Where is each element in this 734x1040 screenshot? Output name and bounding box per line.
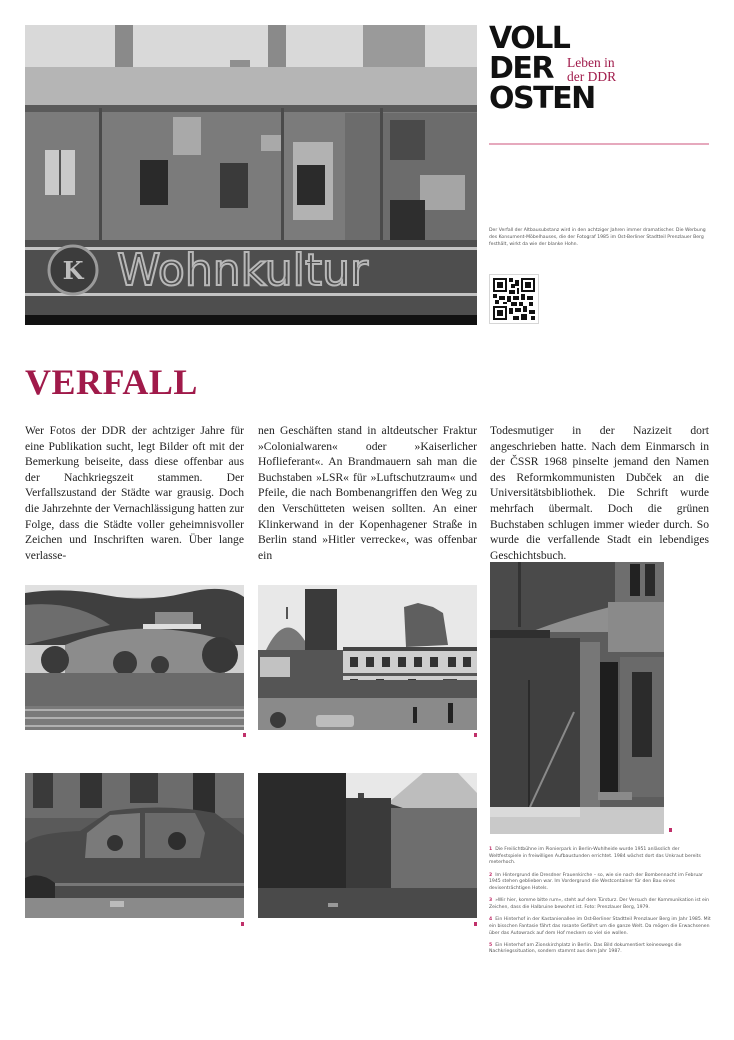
photo-4-autowrack (25, 773, 244, 918)
brand-subtitle-line-2: der DDR (567, 69, 617, 84)
brand-title-line-1: VOLL (489, 21, 570, 56)
photo-2-number-marker (474, 733, 477, 737)
photo-1-freilichtbuehne (25, 585, 244, 730)
sign-logo: K (62, 256, 84, 285)
caption-number: 2 (489, 872, 493, 878)
brand-subtitle-line-1: Leben in (567, 55, 615, 70)
hero-photo-wohnkultur-facade (25, 25, 477, 325)
caption-3 (489, 898, 711, 911)
brand-block (489, 21, 714, 116)
article-column-2: nen Geschäften stand in altdeutscher Fraktur »Colonialwaren« oder »Kaiserlicher Hoflieferant«. An Brandmauern sah man die Buchstaben »LSR« für »Luftschutzraum« und Pfeile, die nach Bombenangriffen den Weg zu den Verschütteten weisen sollten. An einer Klinkerwand in der Kopenhagener Straße in Berlin stand »Hitler verrecke«, was offenbar ein (258, 424, 477, 562)
caption-text: Ein Hinterhof in der Kastanienallee im Ost-Berliner Stadtteil Prenzlauer Berg im Jahr 1985. Mit ein bisschen Fantasie fährt das rosante Gefährt um die ganze Welt. Da mögen die Erwachsenen über das Autowrack auf dem Hof meckern so viel sie wollen. (489, 917, 711, 936)
article-column-3: Todesmutiger in der Nazizeit dort angeschrieben hatte. Nach dem Einmarsch in der ČSSR 1968 pinselte jemand den Namen des Reformkommunisten Dubček an die Universitätsbibliothek. Die Schrift wurde mehrfach übermalt. Doch die grünen Buchstaben schlugen immer wieder durch. So wurde die verfallende Stadt ein lebendiges Geschichtsbuch. (490, 424, 709, 562)
caption-text: »Wir hier, komme bitte rum«, steht auf dem Türsturz. Der Versuch der Kommunikation ist ein Zeichen, dass die Halbruine bewohnt ist. Foto: Prenzlauer Berg, 1979. (489, 898, 710, 910)
caption-number: 3 (489, 898, 493, 904)
caption-1 (489, 847, 711, 867)
caption-text: Die Freilichtbühne im Pionierpark in Berlin-Wuhlheide wurde 1951 anlässlich der Weltfestspiele in freiwilligen Aufbaustunden errichtet. 1984 wächst dort das Unkraut bereits meterhoch. (489, 847, 701, 866)
article-column-1: Wer Fotos der DDR der achtziger Jahre für eine Publikation sucht, legt Bilder oft mit der Bemerkung beiseite, dass diese offenbar aus der Nachkriegszeit stammen. Der Verfallszustand der Städte war grausig. Doch die Jahrzehnte der Vernachlässigung hatten zur Folge, dass die Städte voller geheimnisvoller Zeichen und Inschriften waren. Über lange verlasse- (25, 424, 244, 562)
photo-2-dresden-frauenkirche (258, 585, 477, 730)
photo-3-hauseingang (490, 562, 664, 834)
caption-5 (489, 943, 711, 956)
caption-4 (489, 917, 711, 937)
caption-2 (489, 873, 711, 893)
section-title: VERFALL (25, 362, 198, 402)
brand-title-line-2: DER (489, 51, 553, 86)
sign-text-wohnkultur: Wohnkultur (117, 245, 369, 296)
hero-caption: Der Verfall der Altbausubstanz wird in den achtziger Jahren immer dramatischer. Die Werbung des Konsument-Möbelhauses, die der Fotograf 1985 im Ost-Berliner Stadtteil Prenzlauer Berg festhält, wirkt da wie der blanke Hohn. (489, 228, 706, 247)
caption-number: 5 (489, 942, 493, 948)
photo-5-hinterhof (258, 773, 477, 918)
photo-3-number-marker (669, 828, 672, 832)
photo-captions (489, 847, 711, 962)
brand-subtitle (567, 56, 616, 84)
photo-1-number-marker (243, 733, 246, 737)
caption-number: 1 (489, 847, 493, 852)
photo-5-number-marker (474, 922, 477, 926)
caption-text: Im Hintergrund die Dresdner Frauenkirche – so, wie sie nach der Bombennacht im Februar 1945 stehen geblieben war. Im Vordergrund die Westcontainer für den Bau eines devisenträchtigen Hotels. (489, 872, 703, 892)
brand-divider (489, 143, 709, 145)
brand-title-line-3: OSTEN (489, 81, 595, 116)
qr-code-icon[interactable] (489, 274, 539, 324)
caption-text: Ein Hinterhof am Zionskirchplatz in Berlin. Das Bild dokumentiert keineswegs die Nachkriegssituation, sondern stammt aus dem Jahr 1987. (489, 942, 682, 955)
caption-number: 4 (489, 917, 493, 923)
photo-4-number-marker (241, 922, 244, 926)
